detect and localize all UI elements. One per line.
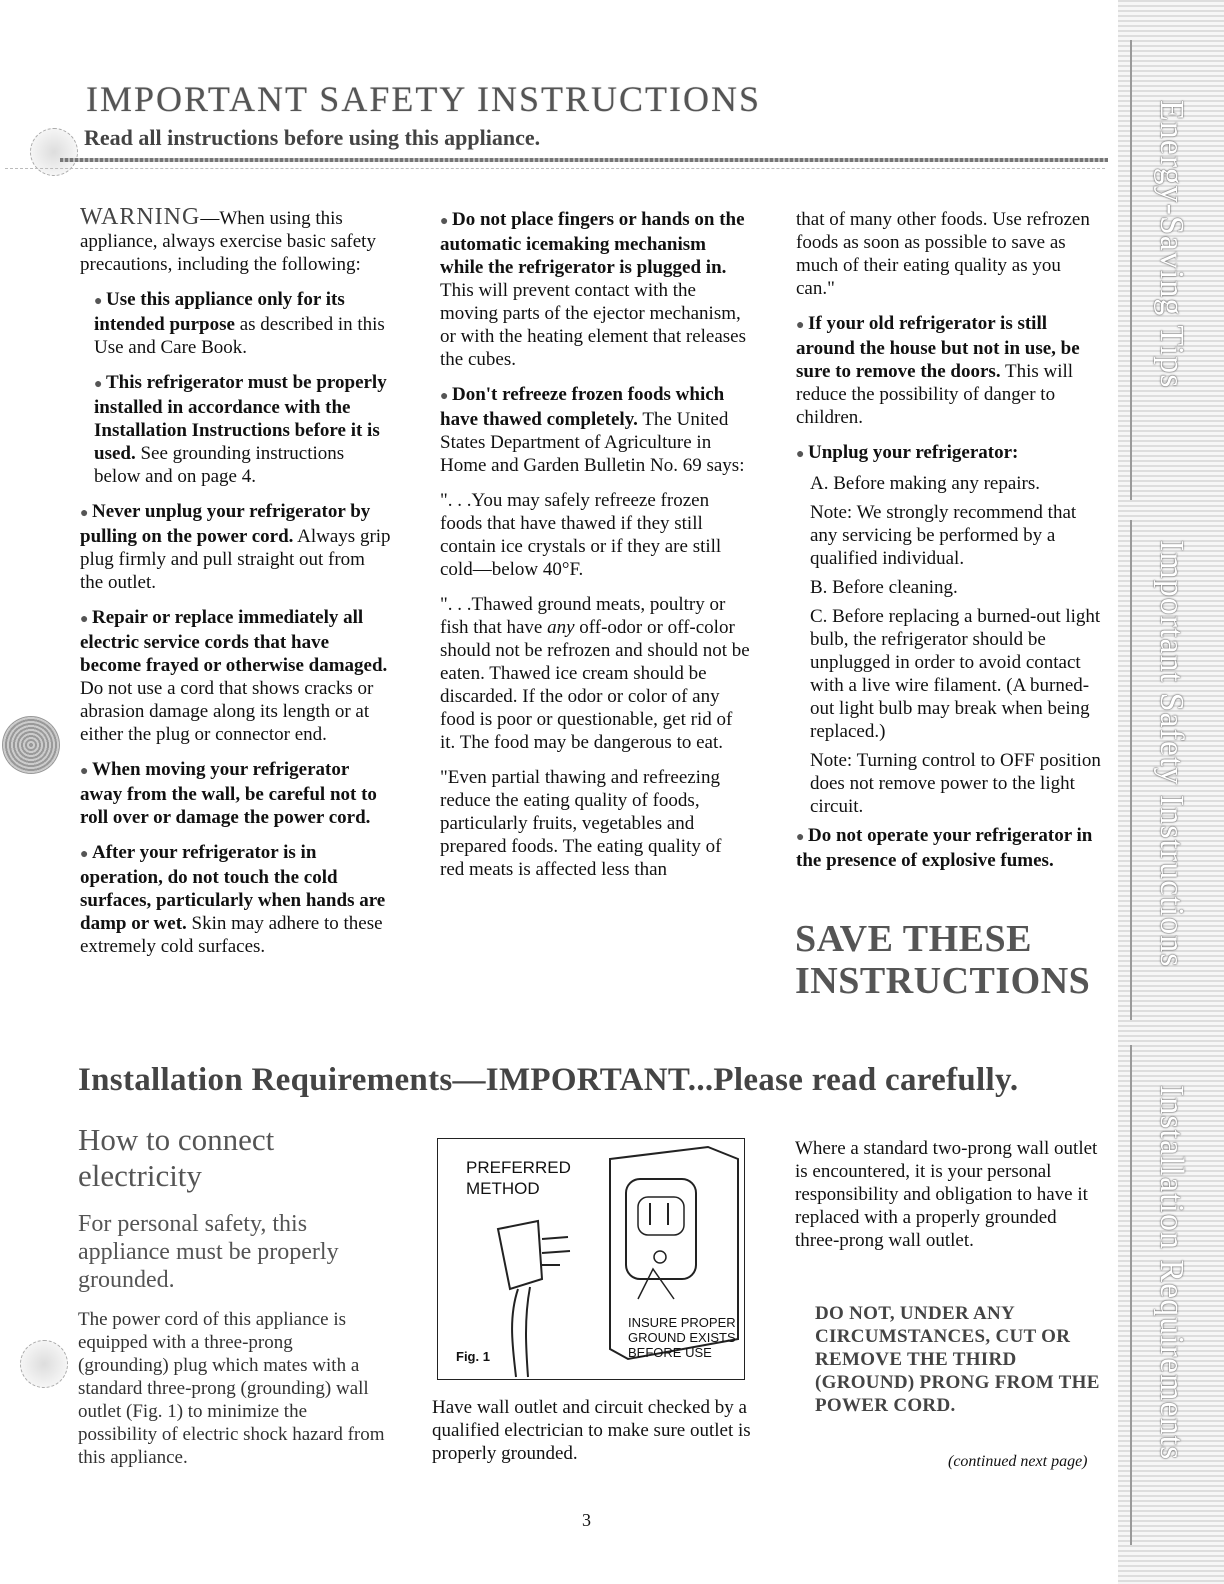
item-bold: Unplug your refrigerator: (807, 442, 1019, 463)
list-item (80, 500, 392, 594)
list-item (80, 758, 392, 829)
header-rule (60, 158, 1108, 162)
two-prong-text: Where a standard two-prong wall outlet is encountered, it is your personal responsibility and obligation to have it replaced with a properly grounded three-prong wall outlet. (795, 1138, 1098, 1251)
list-item (440, 208, 750, 371)
list-item (796, 824, 1101, 872)
item-text: This will prevent contact with the moving parts of the ejector mechanism, or with the heating element that releases the cubes. (440, 280, 746, 370)
tab-label: Installation Requirements (1153, 1085, 1190, 1461)
item-text: The United States Department of Agriculture in Home and Garden Bulletin No. 69 says: (440, 409, 745, 476)
save-instructions-heading (795, 918, 1090, 1002)
column-1 (80, 206, 392, 970)
figure-1 (437, 1138, 745, 1380)
item-text: as described in this Use and Care Book. (94, 314, 385, 358)
save-line-1: SAVE THESE (795, 918, 1033, 960)
quote-paragraph (440, 593, 750, 754)
bullet-icon: ● (94, 294, 106, 309)
list-item (80, 371, 392, 488)
tab-energy-saving[interactable] (1130, 40, 1216, 500)
quote-text: ". . .Thawed ground meats, poultry or fish that have (440, 594, 726, 638)
grounding-body: The power cord of this appliance is equipped with a three-prong (grounding) plug which mates with a standard three-prong (grounding) wall outlet (Fig. 1) to minimize the possibility of electric shock hazard from this appliance. (78, 1309, 385, 1468)
note-2: Note: Turning control to OFF position does not remove power to the light circuit. (810, 750, 1101, 817)
bullet-icon: ● (440, 214, 452, 229)
bullet-icon: ● (796, 830, 808, 845)
bullet-icon: ● (80, 847, 92, 862)
item-text: Always grip plug firmly and pull straight out from the outlet. (80, 526, 391, 593)
figure-caption: Have wall outlet and circuit checked by a qualified electrician to make sure outlet is properly grounded. (432, 1397, 751, 1464)
item-bold: If your old refrigerator is still around the house but not in use, be sure to remove the doors. (796, 313, 1080, 382)
step-a: A. Before making any repairs. (810, 473, 1041, 494)
quote-text: off-odor or off-color should not be refrozen and should not be eaten. Thawed ice cream should be discarded. If the odor or color of any food is poor or questionable, get rid of it. The food may be dangerous to eat. (440, 617, 750, 753)
item-bold: Use this appliance only for its intended purpose (94, 289, 345, 335)
page-subtitle: Read all instructions before using this appliance. (84, 125, 541, 150)
bullet-icon: ● (80, 764, 92, 779)
list-item (80, 841, 392, 958)
warning-paragraph (80, 206, 392, 276)
figure-insure-label: INSURE PROPER GROUND EXISTS BEFORE USE (628, 1315, 736, 1360)
item-bold: Repair or replace immediately all electric service cords that have become frayed or otherwise damaged. (80, 607, 388, 676)
figure-number: Fig. 1 (456, 1349, 490, 1364)
bullet-icon: ● (440, 389, 452, 404)
do-not-warning: DO NOT, UNDER ANY CIRCUMSTANCES, CUT OR REMOVE THE THIRD (GROUND) PRONG FROM THE POWER CORD. (815, 1303, 1100, 1416)
note-1: Note: We strongly recommend that any servicing be performed by a qualified individual. (810, 502, 1077, 569)
gear-seal-icon (20, 1340, 68, 1388)
bullet-icon: ● (94, 377, 106, 392)
quote-paragraph: ". . .You may safely refreeze frozen foods that have thawed if they still contain ice crystals or if they are still cold—below 40°F. (440, 490, 722, 580)
item-bold: Do not operate your refrigerator in the presence of explosive fumes. (796, 825, 1093, 871)
item-text: Do not use a cord that shows cracks or abrasion damage along its length or at either the plug or connector end. (80, 678, 374, 745)
tab-installation-requirements[interactable] (1130, 1045, 1216, 1545)
punch-hole-icon (2, 716, 60, 774)
continued-paragraph: that of many other foods. Use refrozen foods as soon as possible to save as much of their eating quality as you can." (796, 209, 1090, 299)
tab-label: Energy-Saving Tips (1153, 100, 1190, 389)
list-item (796, 441, 1101, 466)
step-b: B. Before cleaning. (810, 577, 958, 598)
item-bold: Never unplug your refrigerator by pulling on the power cord. (80, 501, 371, 547)
item-text: Skin may adhere to these extremely cold surfaces. (80, 913, 383, 957)
continued-note: (continued next page) (948, 1453, 1088, 1470)
section-heading: How to connect electricity (78, 1122, 275, 1193)
page-title: IMPORTANT SAFETY INSTRUCTIONS (86, 79, 762, 119)
grounding-heading: For personal safety, this appliance must be properly grounded. (78, 1211, 339, 1293)
item-bold: This refrigerator must be properly installed in accordance with the Installation Instructions before it is used. (94, 372, 387, 464)
quote-paragraph: "Even partial thawing and refreezing reduce the eating quality of foods, particularly fruits, vegetables and prepared foods. The eating quality of red meats is affected less than (440, 767, 722, 880)
warning-text: —When using this appliance, always exercise basic safety precautions, including the following: (80, 208, 376, 275)
bullet-icon: ● (796, 447, 808, 462)
save-line-2: INSTRUCTIONS (795, 960, 1091, 1002)
bullet-icon: ● (80, 612, 92, 627)
warning-word: WARNING (80, 204, 201, 230)
item-bold: After your refrigerator is in operation, do not touch the cold surfaces, particularly when hands are damp or wet. (80, 842, 386, 934)
list-item (80, 606, 392, 746)
bullet-icon: ● (80, 506, 92, 521)
page-number: 3 (582, 1510, 591, 1530)
item-bold: When moving your refrigerator away from the wall, be careful not to roll over or damage the power cord. (80, 759, 377, 828)
item-bold: Do not place fingers or hands on the automatic icemaking mechanism while the refrigerator is plugged in. (440, 209, 745, 278)
tab-safety-instructions[interactable] (1130, 520, 1216, 1020)
section-tabs-sidebar (1118, 0, 1224, 1584)
item-bold: Don't refreeze frozen foods which have thawed completely. (440, 384, 725, 430)
tab-label: Important Safety Instructions (1153, 540, 1190, 968)
step-c: C. Before replacing a burned-out light bulb, the refrigerator should be unplugged in order to avoid contact with a live wire filament. (A burned-out light bulb may break when being replaced.) (810, 606, 1101, 742)
header-dashed-rule (5, 168, 1105, 169)
installation-title: Installation Requirements—IMPORTANT...Please read carefully. (78, 1062, 1019, 1098)
quote-emphasis: any (547, 617, 575, 638)
list-item (796, 312, 1101, 429)
list-item (80, 288, 392, 359)
item-text: See grounding instructions below and on page 4. (94, 443, 345, 487)
list-item (440, 383, 750, 477)
item-text: This will reduce the possibility of danger to children. (796, 361, 1074, 428)
figure-preferred-label: PREFERRED METHOD (466, 1158, 571, 1198)
column-3 (796, 208, 1101, 884)
bullet-icon: ● (796, 318, 808, 333)
column-2 (440, 208, 750, 893)
